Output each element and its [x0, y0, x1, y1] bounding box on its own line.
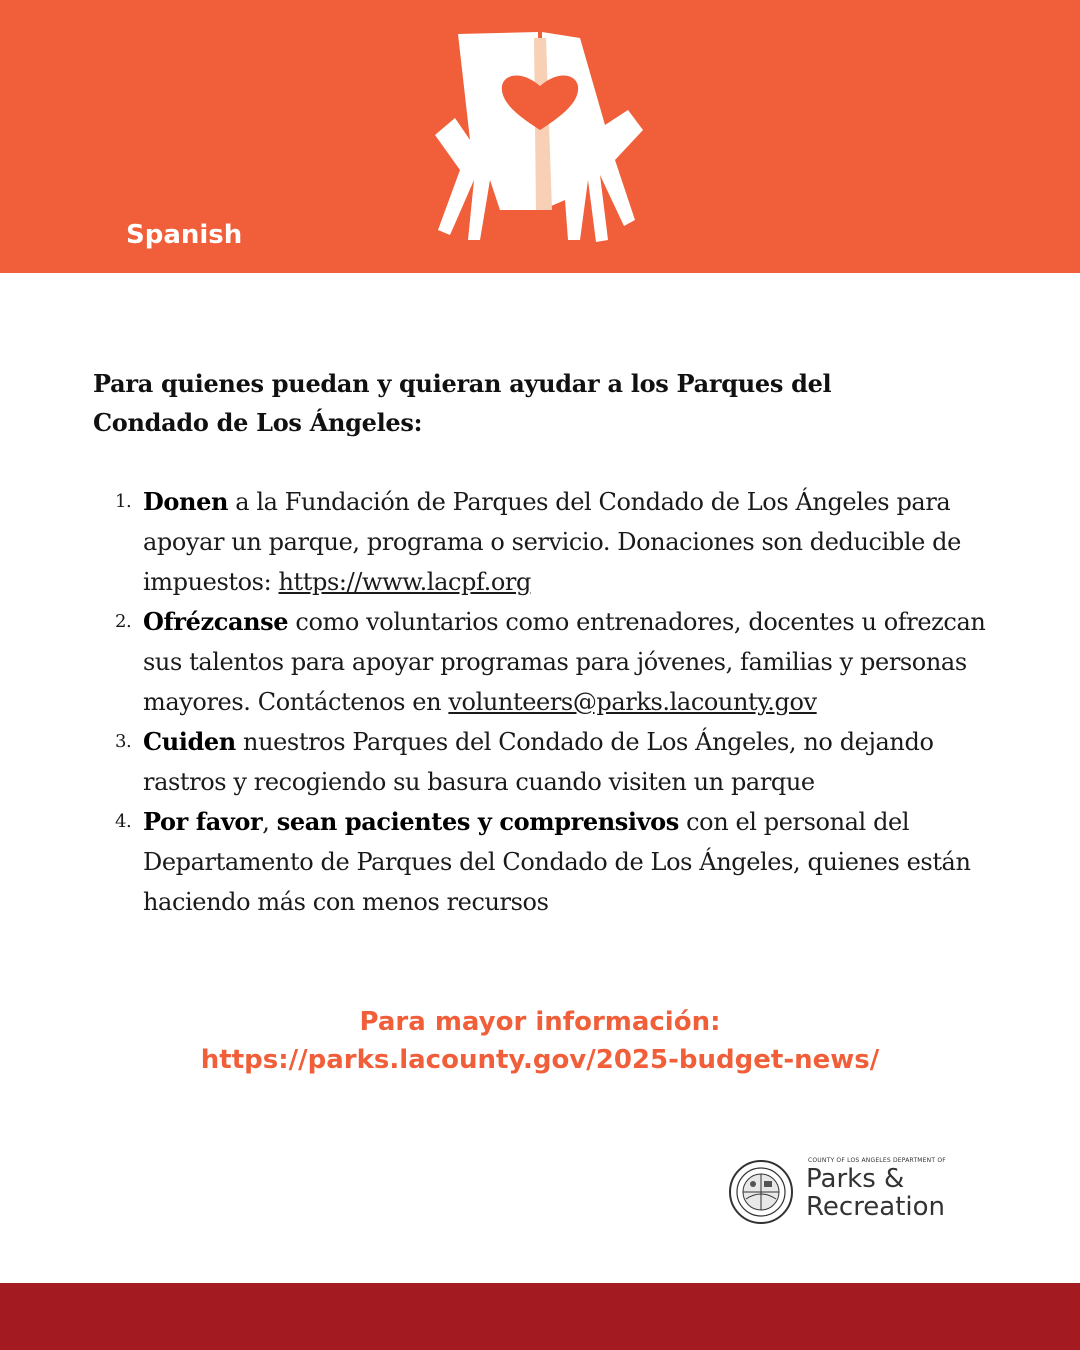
list-item	[115, 602, 1015, 722]
list-item	[115, 722, 1015, 802]
intro-line-2: Condado de Los Ángeles:	[93, 408, 423, 437]
list-text: como voluntarios como entrenadores, docentes u ofrezcan sus talentos para apoyar programas para jóvenes, familias y personas mayores. Contáctenos en	[143, 608, 986, 716]
volunteers-email-link[interactable]: volunteers@parks.lacounty.gov	[448, 688, 817, 716]
list-text: con el personal del Departamento de Parques del Condado de Los Ángeles, quienes están haciendo más con menos recursos	[143, 808, 971, 916]
list-item	[115, 802, 1015, 922]
list-bold-2: sean pacientes y comprensivos	[276, 807, 679, 836]
logo-title	[806, 1165, 945, 1221]
list-bold: Donen	[143, 487, 228, 516]
list-text: a la Fundación de Parques del Condado de Los Ángeles para apoyar un parque, programa o servicio. Donaciones son deducible de impuestos:	[143, 488, 961, 596]
more-info-label: Para mayor información:	[359, 1007, 721, 1037]
help-list	[115, 482, 1015, 922]
list-text: nuestros Parques del Condado de Los Ángeles, no dejando rastros y recogiendo su basura cuando visiten un parque	[143, 728, 934, 796]
list-bold: Cuiden	[143, 727, 236, 756]
list-bold: Por favor	[143, 807, 263, 836]
county-seal-icon	[728, 1159, 794, 1225]
intro-line-1: Para quienes puedan y quieran ayudar a los Parques del	[93, 369, 832, 398]
lacpf-link[interactable]: https://www.lacpf.org	[278, 568, 531, 596]
list-separator: ,	[262, 808, 277, 836]
language-label: Spanish	[126, 220, 243, 250]
logo-department-text: COUNTY OF LOS ANGELES DEPARTMENT OF	[808, 1157, 946, 1164]
footer-bar	[0, 1283, 1080, 1350]
more-info-url[interactable]: https://parks.lacounty.gov/2025-budget-news/	[200, 1045, 880, 1075]
list-number: 2.	[115, 611, 132, 632]
hands-heart-icon	[430, 30, 650, 250]
header-banner	[0, 0, 1080, 273]
intro-heading	[93, 364, 913, 442]
list-number: 1.	[115, 491, 132, 512]
list-bold: Ofrézcanse	[143, 607, 289, 636]
parks-recreation-logo	[728, 1155, 988, 1227]
logo-line-2: Recreation	[806, 1192, 946, 1222]
list-number: 3.	[115, 731, 132, 752]
more-info	[0, 1003, 1080, 1079]
logo-line-1: Parks &	[806, 1164, 905, 1194]
list-item	[115, 482, 1015, 602]
list-number: 4.	[115, 811, 132, 832]
